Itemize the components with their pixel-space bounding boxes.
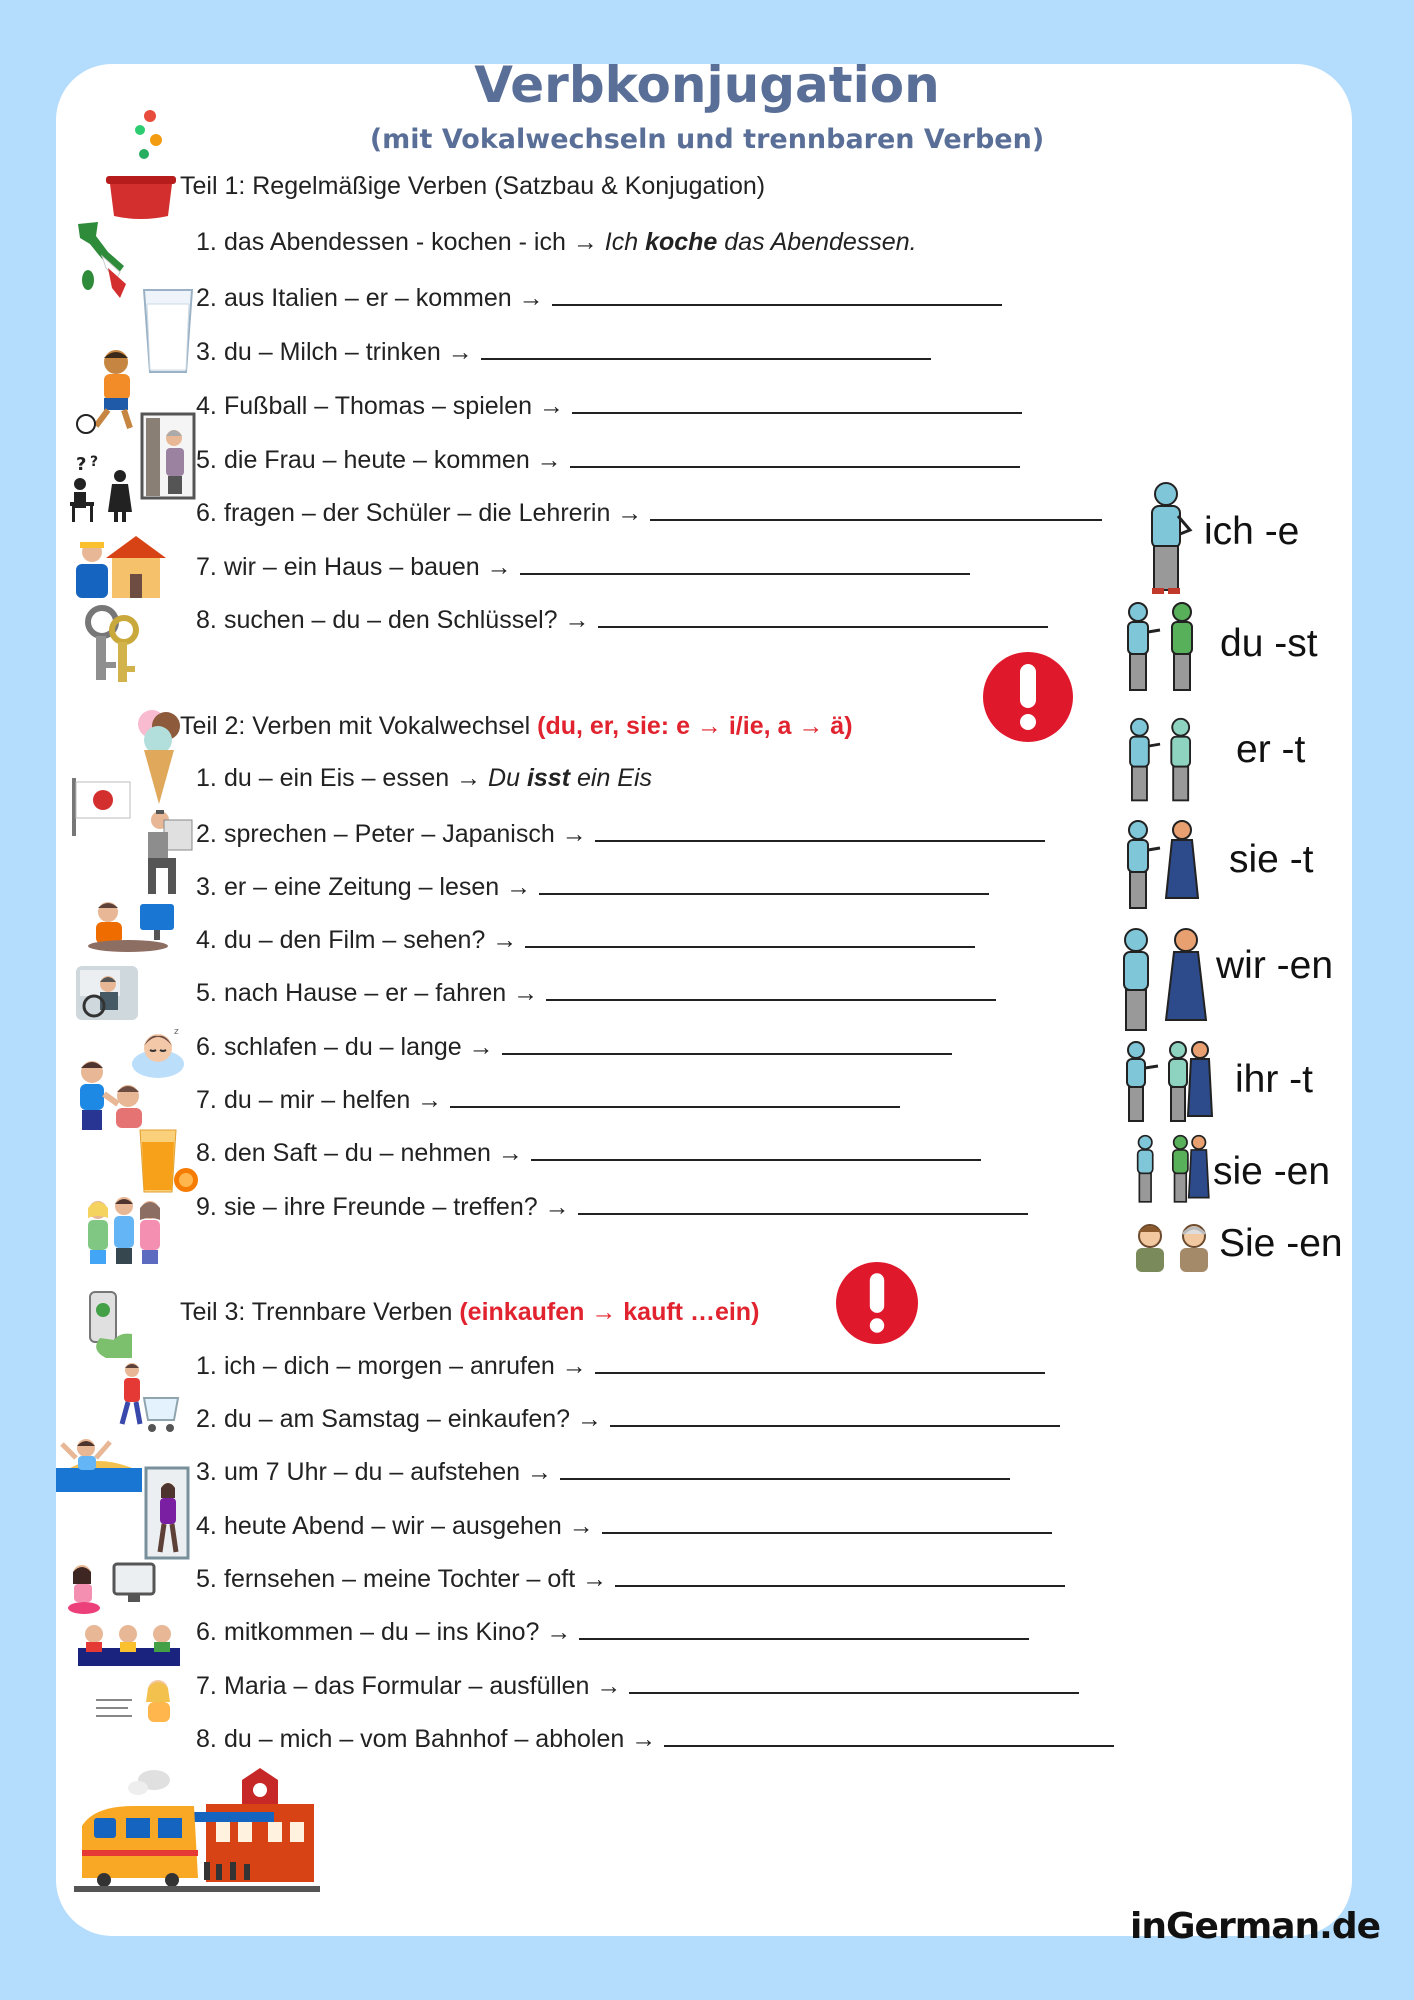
part3-item-8: 8. du – mich – vom Bahnhof – abholen → [196, 1723, 1114, 1754]
part2-item-2: 2. sprechen – Peter – Japanisch → [196, 818, 1045, 849]
page-subtitle: (mit Vokalwechseln und trennbaren Verben) [369, 124, 1045, 155]
cooking-pot-icon [100, 104, 182, 222]
builder-house-icon [70, 530, 166, 600]
part3-item-5: 5. fernsehen – meine Tochter – oft → [196, 1563, 1065, 1594]
pronoun-ending-sie-formal: Sie -en [1219, 1222, 1343, 1265]
part1-item-4: 4. Fußball – Thomas – spielen → [196, 390, 1022, 421]
part3-item-4: 4. heute Abend – wir – ausgehen → [196, 1510, 1052, 1541]
answer-line[interactable] [664, 1723, 1114, 1747]
answer-line[interactable] [578, 1191, 1028, 1215]
ice-cream-icon [132, 706, 186, 806]
part1-item-6: 6. fragen – der Schüler – die Lehrerin → [196, 497, 1102, 528]
answer-line[interactable] [481, 336, 931, 360]
person-watching-film-icon [76, 896, 180, 954]
svg-text:z: z [174, 1027, 179, 1037]
pronoun-ending-ihr: ihr -t [1235, 1058, 1313, 1101]
person-ich-icon [1138, 480, 1194, 598]
answer-line[interactable] [595, 1350, 1045, 1374]
woman-filling-form-icon [92, 1676, 184, 1724]
children-helping-icon [70, 1056, 150, 1134]
part1-item-1: 1. das Abendessen - kochen - ich → Ich koche das Abendessen. [196, 228, 917, 256]
italy-map-icon [68, 218, 134, 304]
woman-going-out-icon [140, 1464, 194, 1562]
person-wir-icon [1116, 926, 1212, 1036]
part3-item-1: 1. ich – dich – morgen – anrufen → [196, 1350, 1045, 1381]
shopping-cart-icon [108, 1362, 184, 1438]
part2-item-8: 8. den Saft – du – nehmen → [196, 1137, 981, 1168]
part3-item-3: 3. um 7 Uhr – du – aufstehen → [196, 1456, 1010, 1487]
japan-flag-icon [70, 776, 134, 838]
answer-line[interactable] [546, 977, 996, 1001]
pronoun-ending-wir: wir -en [1216, 944, 1334, 987]
pronoun-ending-du: du -st [1220, 622, 1318, 665]
answer-line[interactable] [450, 1084, 900, 1108]
man-driving-car-icon [74, 962, 140, 1024]
exclamation-icon [983, 652, 1073, 742]
train-station-icon [74, 1766, 320, 1898]
example-answer: Ich koche das Abendessen. [604, 228, 917, 256]
page-title: Verbkonjugation [474, 56, 940, 114]
part2-item-9: 9. sie – ihre Freunde – treffen? → [196, 1191, 1028, 1222]
answer-line[interactable] [629, 1670, 1079, 1694]
part2-title: Teil 2: Verben mit Vokalwechsel (du, er, sie: e → i/ie, a → ä) [180, 712, 853, 740]
group-of-friends-icon [82, 1194, 166, 1266]
part1-item-3: 3. du – Milch – trinken → [196, 336, 931, 367]
answer-line[interactable] [572, 390, 1022, 414]
man-reading-newspaper-icon [140, 806, 196, 898]
phone-call-icon [80, 1288, 136, 1362]
pronoun-ending-er: er -t [1236, 728, 1306, 771]
part3-item-7: 7. Maria – das Formular – ausfüllen → [196, 1670, 1079, 1701]
person-sie-icon [1120, 818, 1202, 914]
person-sie-plural-icon [1132, 1134, 1212, 1206]
answer-line[interactable] [531, 1137, 981, 1161]
svg-text:?: ? [76, 454, 87, 475]
answer-line[interactable] [502, 1031, 952, 1055]
person-sie-formal-icon [1130, 1222, 1216, 1272]
brand-logo: inGerman.de [1130, 1906, 1380, 1947]
answer-line[interactable] [615, 1563, 1065, 1587]
part1-title: Teil 1: Regelmäßige Verben (Satzbau & Konjugation) [180, 172, 766, 200]
part2-item-3: 3. er – eine Zeitung – lesen → [196, 871, 989, 902]
answer-line[interactable] [579, 1616, 1029, 1640]
answer-line[interactable] [525, 924, 975, 948]
juice-glass-icon [130, 1126, 202, 1198]
person-er-icon [1120, 716, 1202, 806]
answer-line[interactable] [598, 604, 1048, 628]
answer-line[interactable] [595, 818, 1045, 842]
part3-title: Teil 3: Trennbare Verben (einkaufen → kauft …ein) [180, 1298, 760, 1326]
answer-line[interactable] [570, 444, 1020, 468]
part3-item-2: 2. du – am Samstag – einkaufen? → [196, 1403, 1060, 1434]
part2-item-5: 5. nach Hause – er – fahren → [196, 977, 996, 1008]
keys-icon [74, 604, 144, 690]
woman-at-door-icon [138, 410, 198, 500]
girl-watching-tv-icon [66, 1562, 158, 1618]
pronoun-ending-ich: ich -e [1204, 510, 1300, 553]
answer-line[interactable] [539, 871, 989, 895]
person-du-icon [1120, 600, 1202, 696]
answer-line[interactable] [520, 551, 970, 575]
part1-item-5: 5. die Frau – heute – kommen → [196, 444, 1020, 475]
part2-item-7: 7. du – mir – helfen → [196, 1084, 900, 1115]
answer-line[interactable] [610, 1403, 1060, 1427]
pronoun-ending-sie: sie -t [1229, 838, 1314, 881]
svg-text:?: ? [90, 454, 99, 470]
exclamation-icon [836, 1262, 918, 1344]
part2-item-6: 6. schlafen – du – lange → [196, 1031, 952, 1062]
part1-item-2: 2. aus Italien – er – kommen → [196, 282, 1002, 313]
part1-item-8: 8. suchen – du – den Schlüssel? → [196, 604, 1048, 635]
part1-item-7: 7. wir – ein Haus – bauen → [196, 551, 970, 582]
pronoun-ending-sie-plural: sie -en [1213, 1150, 1331, 1193]
answer-line[interactable] [560, 1456, 1010, 1480]
answer-line[interactable] [602, 1510, 1052, 1534]
person-ihr-icon [1122, 1040, 1214, 1126]
answer-line[interactable] [552, 282, 1002, 306]
part3-item-6: 6. mitkommen – du – ins Kino? → [196, 1616, 1029, 1647]
student-teacher-icon [66, 452, 136, 524]
part2-item-1: 1. du – ein Eis – essen → Du isst ein Eis [196, 764, 653, 792]
person-getting-up-icon [56, 1434, 144, 1492]
answer-line[interactable] [650, 497, 1102, 521]
cinema-audience-icon [78, 1620, 180, 1666]
part2-item-4: 4. du – den Film – sehen? → [196, 924, 975, 955]
example-answer: Du isst ein Eis [488, 764, 653, 792]
